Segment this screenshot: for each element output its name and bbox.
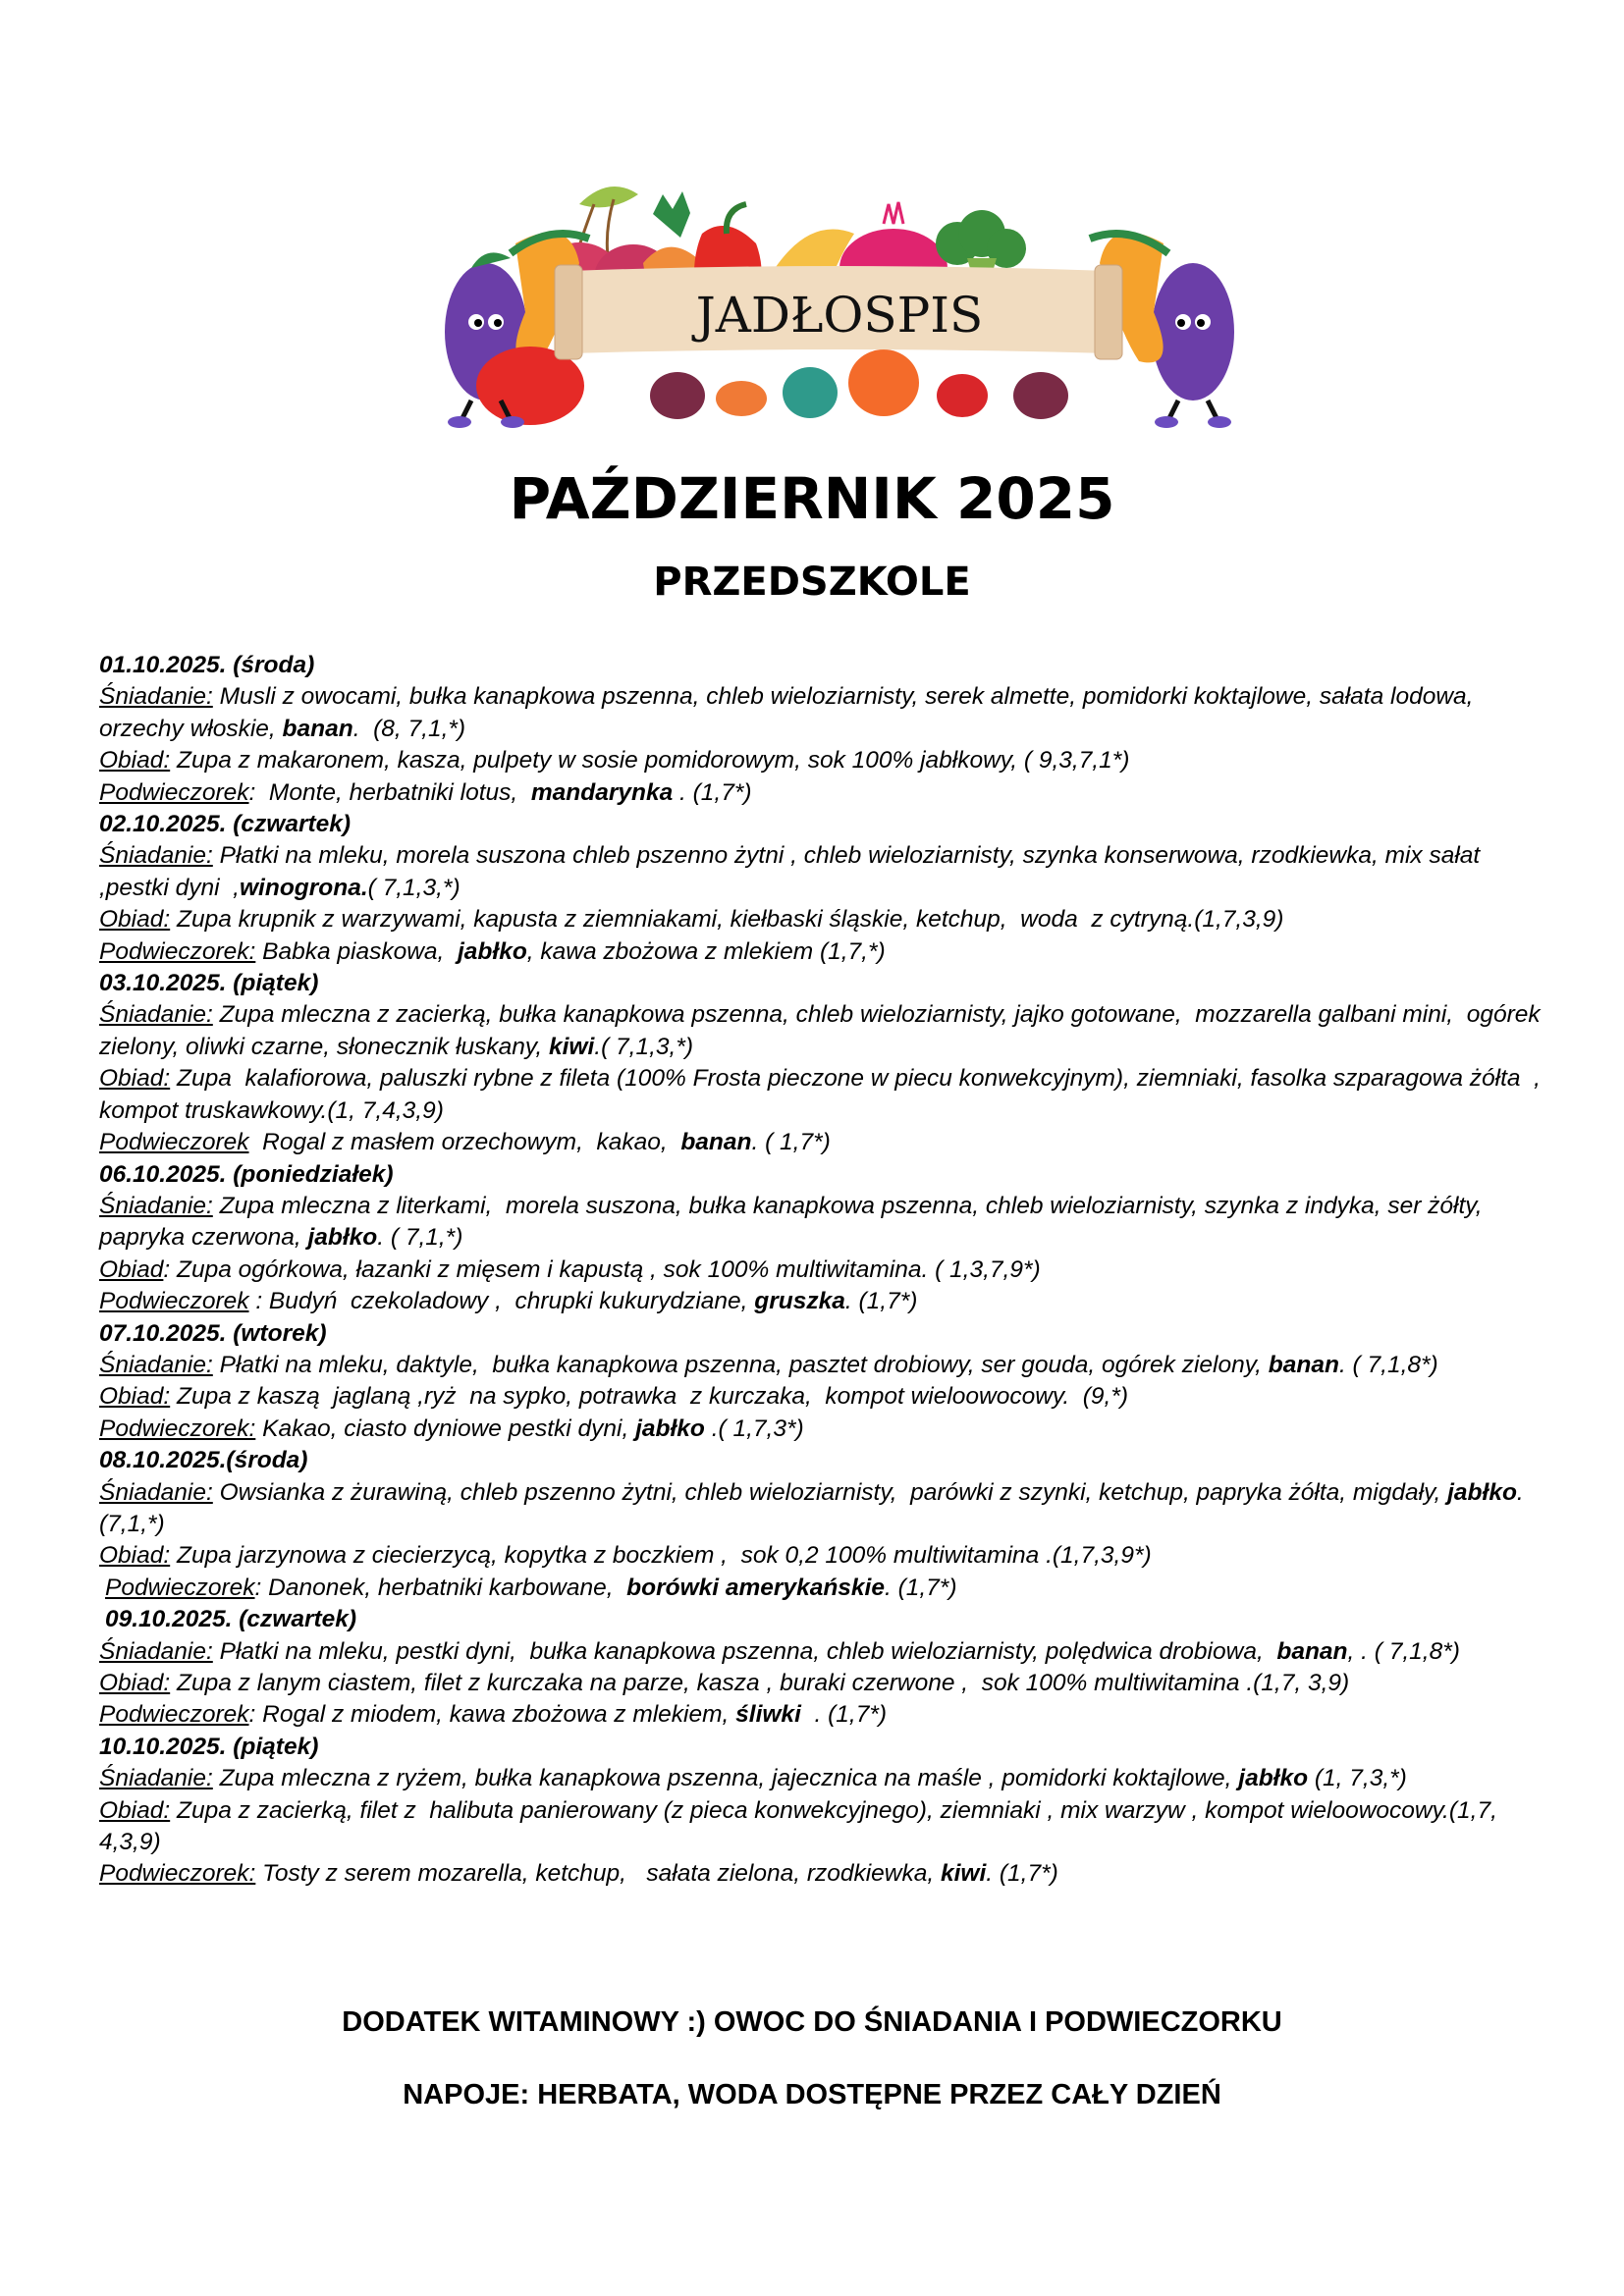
breakfast-label: Śniadanie: [99, 1637, 213, 1665]
snack-allergens: . (1,7*) [673, 778, 752, 806]
banner-title: JADŁOSPIS [695, 287, 984, 344]
breakfast-label: Śniadanie: [99, 1765, 213, 1792]
breakfast-text: Zupa mleczna z zacierką, bułka kanapkowa pszenna, chleb wieloziarnisty, jajko gotowane, mozzarella galbani mini, ogórek zielony, oliwki czarne, słonecznik łuskany, [99, 1001, 1547, 1060]
snack-line [99, 1699, 1552, 1731]
lunch-label: Obiad [99, 1255, 164, 1283]
breakfast-allergens: , . ( 7,1,8*) [1347, 1637, 1460, 1665]
day-entry [99, 1732, 1552, 1891]
lunch-label: Obiad: [99, 906, 171, 934]
breakfast-fruit: kiwi [548, 1033, 595, 1060]
breakfast-line [99, 1763, 1552, 1794]
snack-line [99, 936, 1552, 968]
breakfast-text: Musli z owocami, bułka kanapkowa pszenna, chleb wieloziarnisty, serek almette, pomidorki koktajlowe, sałata lodowa, orzechy włoskie, [99, 683, 1481, 742]
lunch-text: Zupa z lanym ciastem, filet z kurczaka na parze, kasza , buraki czerwone , sok 100% multiwitamina .(1,7, 3,9) [170, 1670, 1350, 1696]
snack-label: Podwieczorek [99, 1129, 249, 1156]
drinks-note: NAPOJE: HERBATA, WODA DOSTĘPNE PRZEZ CAŁY DZIEŃ [403, 2079, 1221, 2110]
snack-allergens: .( 1,7,3*) [704, 1415, 804, 1442]
breakfast-line [99, 1350, 1552, 1381]
lunch-text: : Zupa ogórkowa, łazanki z mięsem i kapustą , sok 100% multiwitamina. ( 1,3,7,9*) [163, 1255, 1041, 1283]
lunch-line [99, 1540, 1552, 1572]
breakfast-fruit: banan [1276, 1637, 1348, 1665]
snack-allergens: . (1,7*) [800, 1701, 888, 1729]
lunch-label: Obiad: [99, 1065, 171, 1093]
breakfast-fruit: banan [1268, 1351, 1339, 1378]
breakfast-text: Płatki na mleku, pestki dyni, bułka kanapkowa pszenna, chleb wieloziarnisty, polędwica drobiowa, [212, 1637, 1277, 1665]
snack-label: Podwieczorek: [99, 1415, 256, 1442]
breakfast-fruit: jabłko [307, 1224, 378, 1252]
breakfast-allergens: ( 7,1,3,*) [367, 874, 460, 901]
breakfast-fruit: banan [282, 715, 353, 742]
menu-list [99, 650, 1552, 1891]
snack-line [99, 1127, 1552, 1158]
snack-line [99, 1858, 1552, 1890]
lunch-text: Zupa kalafiorowa, paluszki rybne z fileta (100% Frosta pieczone w piecu konwekcyjnym), ziemniaki, fasolka szparagowa żółta , kompot truskawkowy.(1, 7,4,3,9) [99, 1065, 1547, 1124]
snack-fruit: śliwki [735, 1701, 801, 1729]
breakfast-text: Płatki na mleku, morela suszona chleb pszenno żytni , chleb wieloziarnisty, szynka konserwowa, rzodkiewka, mix sałat ,pestki dyni , [99, 842, 1488, 901]
day-date: 06.10.2025. (poniedziałek) [99, 1160, 394, 1188]
breakfast-line [99, 1477, 1552, 1541]
breakfast-label: Śniadanie: [99, 842, 213, 870]
snack-text: Rogal z masłem orzechowym, kakao, [248, 1129, 681, 1156]
breakfast-text: Płatki na mleku, daktyle, bułka kanapkowa pszenna, pasztet drobiowy, ser gouda, ogórek zielony, [212, 1351, 1269, 1378]
snack-allergens: . (1,7*) [884, 1574, 957, 1601]
snack-text: Kakao, ciasto dyniowe pestki dyni, [255, 1415, 636, 1442]
snack-allergens: , kawa zbożowa z mlekiem (1,7,*) [526, 937, 886, 965]
lunch-text: Zupa krupnik z warzywami, kapusta z ziemniakami, kiełbaski śląskie, ketchup, woda z cytryną.(1,7,3,9) [170, 906, 1284, 934]
breakfast-fruit: winogrona. [239, 874, 368, 901]
breakfast-line [99, 840, 1552, 904]
snack-label: Podwieczorek [99, 1701, 249, 1729]
lunch-text: Zupa z makaronem, kasza, pulpety w sosie pomidorowym, sok 100% jabłkowy, ( 9,3,7,1*) [170, 747, 1130, 774]
day-date: 03.10.2025. (piątek) [99, 970, 319, 997]
day-entry [99, 1318, 1552, 1446]
breakfast-line [99, 681, 1552, 745]
lunch-label: Obiad: [99, 1796, 171, 1824]
lunch-line [99, 1063, 1552, 1127]
lunch-label: Obiad: [99, 747, 171, 774]
day-entry [99, 1445, 1552, 1604]
page-title: PAŹDZIERNIK 2025 [509, 465, 1115, 532]
day-date: 01.10.2025. (środa) [99, 652, 315, 678]
breakfast-label: Śniadanie: [99, 683, 213, 711]
snack-allergens: . ( 1,7*) [751, 1129, 831, 1156]
snack-text: : Budyń czekoladowy , chrupki kukurydziane, [248, 1288, 755, 1315]
breakfast-text: Zupa mleczna z literkami, morela suszona, bułka kanapkowa pszenna, chleb wieloziarnisty, szynka z indyka, ser żółty, papryka czerwona, [99, 1192, 1489, 1252]
day-date: 09.10.2025. (czwartek) [105, 1606, 357, 1633]
breakfast-label: Śniadanie: [99, 1001, 213, 1029]
lunch-line [99, 1668, 1552, 1699]
breakfast-allergens: . ( 7,1,*) [377, 1224, 463, 1252]
lunch-line [99, 1381, 1552, 1413]
snack-fruit: borówki amerykańskie [626, 1574, 885, 1601]
snack-text: : Monte, herbatniki lotus, [248, 778, 531, 806]
breakfast-label: Śniadanie: [99, 1478, 213, 1506]
breakfast-fruit: jabłko [1447, 1478, 1517, 1506]
lunch-line [99, 904, 1552, 935]
jadlospis-banner-illustration [432, 175, 1247, 430]
snack-text: Tosty z serem mozarella, ketchup, sałata zielona, rzodkiewka, [255, 1860, 941, 1888]
snack-label: Podwieczorek [105, 1574, 255, 1601]
breakfast-allergens: (1, 7,3,*) [1308, 1765, 1407, 1792]
snack-label: Podwieczorek [99, 1288, 249, 1315]
breakfast-label: Śniadanie: [99, 1351, 213, 1378]
snack-fruit: gruszka [754, 1288, 845, 1315]
snack-fruit: jabłko [457, 937, 527, 965]
snack-label: Podwieczorek: [99, 1860, 256, 1888]
lunch-line [99, 1795, 1552, 1859]
snack-line [99, 777, 1552, 809]
snack-fruit: mandarynka [530, 778, 674, 806]
vitamin-note: DODATEK WITAMINOWY :) OWOC DO ŚNIADANIA I PODWIECZORKU [342, 2006, 1282, 2038]
page-subtitle: PRZEDSZKOLE [653, 560, 971, 605]
day-entry [99, 1604, 1552, 1732]
snack-fruit: banan [680, 1129, 752, 1156]
lunch-line [99, 745, 1552, 776]
breakfast-allergens: .( 7,1,3,*) [594, 1033, 694, 1060]
breakfast-allergens: . (8, 7,1,*) [352, 715, 466, 742]
day-date: 07.10.2025. (wtorek) [99, 1319, 327, 1347]
breakfast-line [99, 1636, 1552, 1668]
snack-label: Podwieczorek [99, 778, 249, 806]
breakfast-text: Zupa mleczna z ryżem, bułka kanapkowa pszenna, jajecznica na maśle , pomidorki koktajlowe, [212, 1765, 1239, 1792]
lunch-text: Zupa z zacierką, filet z halibuta panierowany (z pieca konwekcyjnego), ziemniaki , mix warzyw , kompot wieloowocowy.(1,7, 4,3,9) [99, 1796, 1504, 1856]
breakfast-allergens: . ( 7,1,8*) [1338, 1351, 1438, 1378]
snack-line [99, 1414, 1552, 1445]
lunch-label: Obiad: [99, 1670, 171, 1696]
snack-line [99, 1573, 1552, 1604]
snack-allergens: . (1,7*) [986, 1860, 1058, 1888]
lunch-label: Obiad: [99, 1542, 171, 1570]
snack-text: : Danonek, herbatniki karbowane, [254, 1574, 627, 1601]
snack-line [99, 1286, 1552, 1317]
snack-fruit: jabłko [635, 1415, 705, 1442]
snack-label: Podwieczorek: [99, 937, 256, 965]
lunch-text: Zupa z kaszą jaglaną ,ryż na sypko, potrawka z kurczaka, kompot wieloowocowy. (9,*) [170, 1383, 1129, 1411]
day-date: 02.10.2025. (czwartek) [99, 811, 352, 838]
day-date: 08.10.2025.(środa) [99, 1447, 308, 1474]
snack-allergens: . (1,7*) [844, 1288, 918, 1315]
day-entry [99, 809, 1552, 968]
day-entry [99, 1159, 1552, 1318]
breakfast-line [99, 1191, 1552, 1255]
breakfast-allergens: . (7,1,*) [99, 1478, 1538, 1537]
breakfast-line [99, 999, 1552, 1063]
day-date: 10.10.2025. (piątek) [99, 1733, 319, 1760]
snack-fruit: kiwi [940, 1860, 987, 1888]
lunch-label: Obiad: [99, 1383, 171, 1411]
breakfast-fruit: jabłko [1238, 1765, 1309, 1792]
breakfast-label: Śniadanie: [99, 1192, 213, 1219]
day-entry [99, 968, 1552, 1158]
snack-text: : Rogal z miodem, kawa zbożowa z mlekiem, [248, 1701, 736, 1729]
day-entry [99, 650, 1552, 809]
breakfast-text: Owsianka z żurawiną, chleb pszenno żytni, chleb wieloziarnisty, parówki z szynki, ketchup, papryka żółta, migdały, [212, 1478, 1448, 1506]
lunch-line [99, 1255, 1552, 1286]
snack-text: Babka piaskowa, [255, 937, 458, 965]
lunch-text: Zupa jarzynowa z ciecierzycą, kopytka z boczkiem , sok 0,2 100% multiwitamina .(1,7,3,9*) [170, 1542, 1152, 1570]
